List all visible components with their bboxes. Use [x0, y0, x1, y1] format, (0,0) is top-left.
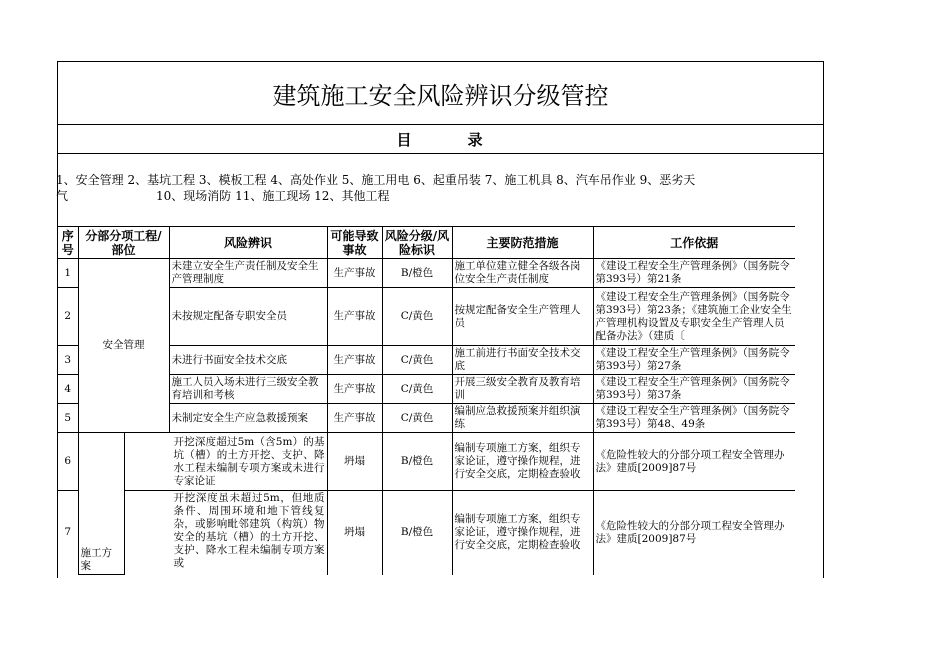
- row-level: B/橙色: [382, 259, 452, 288]
- row-level: B/橙色: [382, 491, 452, 575]
- row-no: 7: [58, 491, 78, 575]
- row-no: 6: [58, 433, 78, 491]
- row-basis: 《建设工程安全生产管理条例》（国务院令第393号）第21条: [593, 259, 795, 288]
- row-measures: 施工单位建立健全各级各岗位安全生产责任制度: [452, 259, 593, 288]
- table-row: [58, 491, 795, 575]
- row-measures: 编制应急救援预案并组织演练: [452, 404, 593, 433]
- row-no: 5: [58, 404, 78, 433]
- header-measures: 主要防范措施: [452, 227, 593, 259]
- row-accident: 生产事故: [327, 375, 382, 404]
- group-safety-management: 安全管理: [78, 259, 169, 433]
- row-accident: 坍塌: [327, 491, 382, 575]
- row-no: 4: [58, 375, 78, 404]
- table-header-row: [58, 227, 795, 259]
- row-risk: 未建立安全生产责任制及安全生产管理制度: [169, 259, 327, 288]
- row-basis: 《建设工程安全生产管理条例》（国务院令第393号）第37条: [593, 375, 795, 404]
- row-measures: 开展三级安全教育及教育培训: [452, 375, 593, 404]
- row-risk: 未制定安全生产应急救援预案: [169, 404, 327, 433]
- row-level: B/橙色: [382, 433, 452, 491]
- row-measures: 施工前进行书面安全技术交底: [452, 346, 593, 375]
- row-measures: 编制专项施工方案，组织专家论证，遵守操作规程，进行安全交底，定期检查验收: [452, 433, 593, 491]
- row-accident: 生产事故: [327, 259, 382, 288]
- category-list: [56, 172, 820, 204]
- row-level: C/黄色: [382, 288, 452, 346]
- row-level: C/黄色: [382, 404, 452, 433]
- row-measures: 编制专项施工方案，组织专家论证，遵守操作规程，进行安全交底，定期检查验收: [452, 491, 593, 575]
- header-basis: 工作依据: [593, 227, 795, 259]
- header-dept: 分部分项工程/部位: [78, 227, 169, 259]
- header-risk: 风险辨识: [169, 227, 327, 259]
- row-no: 1: [58, 259, 78, 288]
- row-accident: 生产事故: [327, 404, 382, 433]
- toc-heading: [58, 125, 823, 154]
- row-no: 2: [58, 288, 78, 346]
- table-row: [58, 259, 795, 288]
- row-level: C/黄色: [382, 375, 452, 404]
- row-risk: 施工人员入场未进行三级安全教育培训和考核: [169, 375, 327, 404]
- header-level: 风险分级/风险标识: [382, 227, 452, 259]
- row-basis: 《危险性较大的分部分项工程安全管理办法》建质[2009]87号: [593, 491, 795, 575]
- category-line-2: 10、现场消防 11、施工现场 12、其他工程: [156, 189, 390, 203]
- row-basis: 《建设工程安全生产管理条例》（国务院令第393号）第23条；《建筑施工企业安全生产管理机构设置及专职安全生产管理人员配备办法》（建质〔: [593, 288, 795, 346]
- page-title: 建筑施工安全风险辨识分级管控: [58, 62, 823, 125]
- row-basis: 《建设工程安全生产管理条例》（国务院令第393号）第48、49条: [593, 404, 795, 433]
- row-level: C/黄色: [382, 346, 452, 375]
- row-basis: 《危险性较大的分部分项工程安全管理办法》建质[2009]87号: [593, 433, 795, 491]
- header-seq: 序号: [58, 227, 78, 259]
- row-basis: 《建设工程安全生产管理条例》（国务院令第393号）第27条: [593, 346, 795, 375]
- toc-right: 录: [467, 130, 485, 149]
- row-risk: 开挖深度虽未超过5m，但地质条件、周围环境和地下管线复杂，或影响毗邻建筑（构筑）物安全的基坑（槽）的土方开挖、支护、降水工程未编制专项方案或: [124, 491, 327, 575]
- row-accident: 坍塌: [327, 433, 382, 491]
- table-row: [58, 433, 795, 491]
- row-risk: 未按规定配备专职安全员: [169, 288, 327, 346]
- row-risk: 未进行书面安全技术交底: [169, 346, 327, 375]
- row-risk: 开挖深度超过5m（含5m）的基坑（槽）的土方开挖、支护、降水工程未编制专项方案或未进行专家论证: [124, 433, 327, 491]
- table-row: [58, 288, 795, 346]
- table-row: [58, 346, 795, 375]
- row-accident: 生产事故: [327, 346, 382, 375]
- header-accident: 可能导致事故: [327, 227, 382, 259]
- row-measures: 按规定配备安全生产管理人员: [452, 288, 593, 346]
- category-line-1-tail: 气: [56, 189, 69, 203]
- row-accident: 生产事故: [327, 288, 382, 346]
- toc-left: 目: [396, 130, 414, 149]
- table-row: [58, 404, 795, 433]
- risk-table: [58, 226, 795, 575]
- row-no: 3: [58, 346, 78, 375]
- category-line-1: 1、安全管理 2、基坑工程 3、模板工程 4、高处作业 5、施工用电 6、起重吊装 7、施工机具 8、汽车吊作业 9、恶劣天: [56, 173, 696, 187]
- table-row: [58, 375, 795, 404]
- group-construction-plan: 施工方案: [78, 433, 124, 575]
- document-sheet: [57, 61, 824, 578]
